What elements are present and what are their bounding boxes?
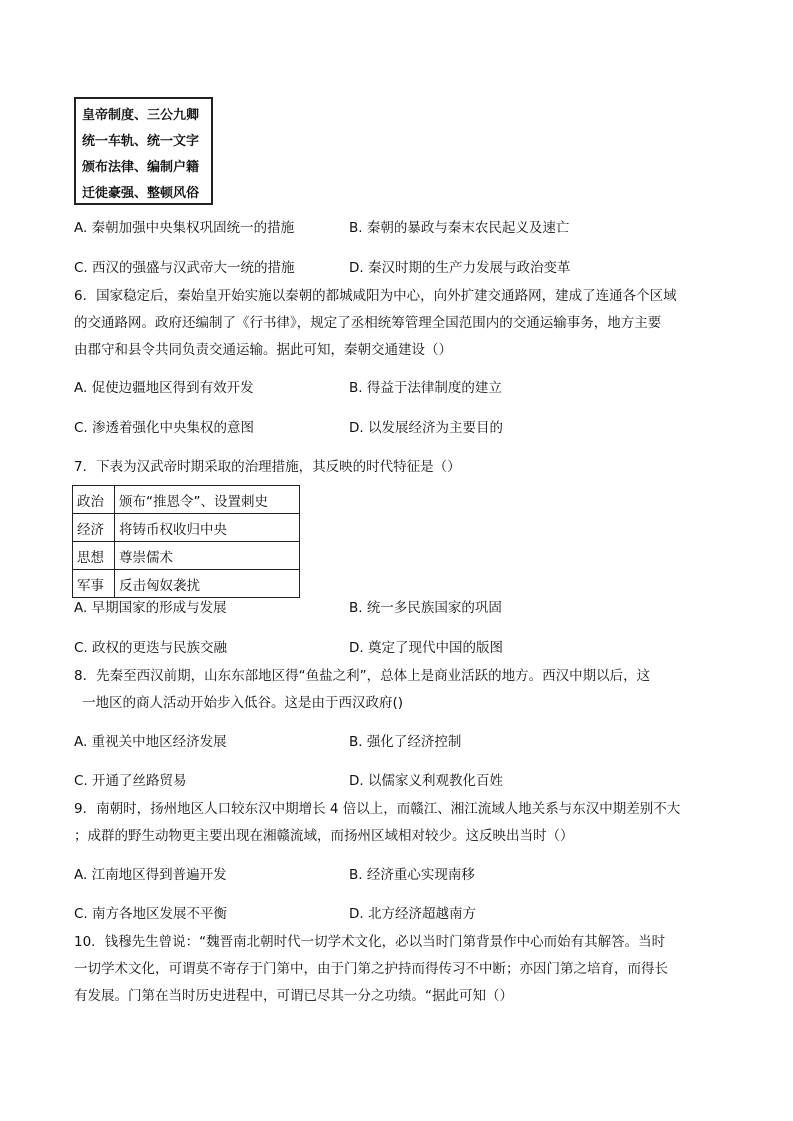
q9-option-d[interactable]: D. 北方经济超越南方 bbox=[349, 906, 476, 922]
q7-table bbox=[72, 485, 300, 598]
q10-stem-line: 有发展。门第在当时历史进程中，可谓已尽其一分之功绩。“据此可知（） bbox=[74, 988, 513, 1004]
q6-option-a[interactable]: A. 促使边疆地区得到有效开发 bbox=[74, 380, 254, 396]
q10-stem-line: 10．钱穆先生曾说：“魏晋南北朝时代一切学术文化，必以当时门第背景作中心而始有其解答。当时 bbox=[74, 934, 666, 950]
q9-stem-line: 9．南朝时，扬州地区人口较东汉中期增长 4 倍以上，而赣江、湘江流域人地关系与东汉中期差别不大 bbox=[74, 801, 681, 817]
material-line: 迁徙豪强、整顿风俗 bbox=[82, 186, 200, 201]
material-line: 颁布法律、编制户籍 bbox=[82, 160, 200, 175]
q5-option-a[interactable]: A. 秦朝加强中央集权巩固统一的措施 bbox=[74, 220, 295, 236]
q7-option-b[interactable]: B. 统一多民族国家的巩固 bbox=[349, 600, 502, 616]
table-cell-value: 反击匈奴袭扰 bbox=[115, 570, 300, 598]
q10-stem-line: 一切学术文化，可谓莫不寄存于门第中，由于门第之护持而得传习不中断；亦因门第之培育，而得长 bbox=[74, 961, 668, 977]
table-cell-key: 军事 bbox=[73, 570, 115, 598]
table-cell-value: 颁布“推恩令”、设置刺史 bbox=[115, 486, 300, 514]
q8-stem-line: 一地区的商人活动开始步入低谷。这是由于西汉政府() bbox=[82, 695, 404, 711]
q8-option-d[interactable]: D. 以儒家义利观教化百姓 bbox=[349, 773, 503, 789]
q8-option-b[interactable]: B. 强化了经济控制 bbox=[349, 734, 462, 750]
table-row bbox=[73, 514, 300, 542]
table-cell-key: 思想 bbox=[73, 542, 115, 570]
q9-option-a[interactable]: A. 江南地区得到普遍开发 bbox=[74, 867, 227, 883]
q6-option-c[interactable]: C. 渗透着强化中央集权的意图 bbox=[74, 420, 255, 436]
table-cell-value: 将铸币权收归中央 bbox=[115, 514, 300, 542]
material-line: 统一车轨、统一文字 bbox=[82, 134, 200, 149]
q5-option-d[interactable]: D. 秦汉时期的生产力发展与政治变革 bbox=[349, 260, 571, 276]
q9-option-c[interactable]: C. 南方各地区发展不平衡 bbox=[74, 906, 228, 922]
table-row bbox=[73, 486, 300, 514]
q9-option-b[interactable]: B. 经济重心实现南移 bbox=[349, 867, 475, 883]
material-box bbox=[74, 97, 213, 205]
q7-option-a[interactable]: A. 早期国家的形成与发展 bbox=[74, 600, 227, 616]
table-cell-key: 经济 bbox=[73, 514, 115, 542]
q7-stem: 7．下表为汉武帝时期采取的治理措施，其反映的时代特征是（） bbox=[74, 459, 461, 475]
q6-stem-line: 的交通路网。政府还编制了《行书律》，规定了丞相统筹管理全国范围内的交通运输事务，地方主要 bbox=[74, 315, 662, 331]
q6-stem-line: 6．国家稳定后，秦始皇开始实施以秦朝的都城咸阳为中心，向外扩建交通路网，建成了连通各个区域 bbox=[74, 288, 677, 304]
q9-stem-line: ；成群的野生动物更主要出现在湘赣流域，而扬州区域相对较少。这反映出当时（） bbox=[74, 828, 574, 844]
q6-stem-line: 由郡守和县令共同负责交通运输。据此可知，秦朝交通建设（） bbox=[74, 342, 452, 358]
q7-option-d[interactable]: D. 奠定了现代中国的版图 bbox=[349, 640, 503, 656]
q8-option-a[interactable]: A. 重视关中地区经济发展 bbox=[74, 734, 227, 750]
material-line: 皇帝制度、三公九卿 bbox=[82, 108, 200, 123]
q6-option-d[interactable]: D. 以发展经济为主要目的 bbox=[349, 420, 503, 436]
table-cell-key: 政治 bbox=[73, 486, 115, 514]
q8-stem-line: 8．先秦至西汉前期，山东东部地区得“鱼盐之利”，总体上是商业活跃的地方。西汉中期以后，这 bbox=[74, 668, 651, 684]
table-row bbox=[73, 570, 300, 598]
table-cell-value: 尊崇儒术 bbox=[115, 542, 300, 570]
q8-option-c[interactable]: C. 开通了丝路贸易 bbox=[74, 773, 187, 789]
q5-option-b[interactable]: B. 秦朝的暴政与秦末农民起义及速亡 bbox=[349, 220, 570, 236]
q5-option-c[interactable]: C. 西汉的强盛与汉武帝大一统的措施 bbox=[74, 260, 295, 276]
q7-option-c[interactable]: C. 政权的更迭与民族交融 bbox=[74, 640, 228, 656]
q6-option-b[interactable]: B. 得益于法律制度的建立 bbox=[349, 380, 502, 396]
table-row bbox=[73, 542, 300, 570]
